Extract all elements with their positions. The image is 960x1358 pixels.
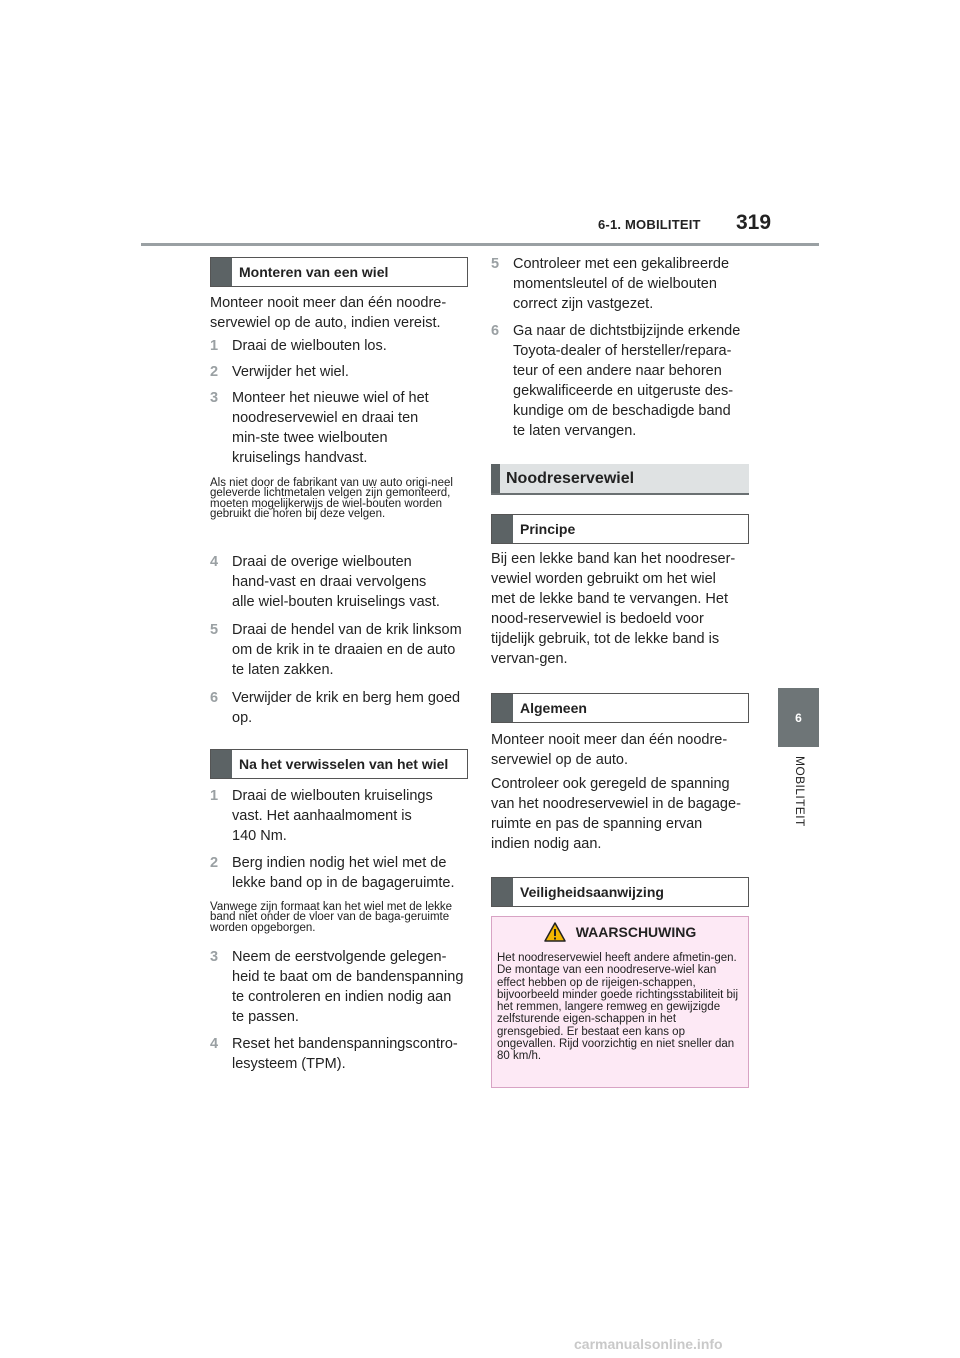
step-number: 2 — [210, 364, 219, 380]
step-number: 4 — [210, 554, 219, 570]
step — [210, 388, 455, 468]
chapter-label — [783, 756, 813, 836]
step-number: 5 — [491, 256, 500, 272]
step-number: 5 — [210, 622, 219, 638]
step-text: Ga naar de dichtstbijzijnde erkende Toyota-dealer of hersteller/repara-teur of een andere naar behoren gekwalificeerde en uitgeruste des-kundige om de beschadigde band te laten vervangen. — [513, 323, 741, 439]
heading-bar — [492, 694, 513, 722]
heading-text: Monteren van een wiel — [239, 264, 389, 280]
step-number: 1 — [210, 788, 219, 804]
step-number: 1 — [210, 338, 219, 354]
chapter-label-text: MOBILITEIT — [793, 756, 807, 827]
step-text: Controleer met een gekalibreerde momentsleutel of de wielbouten correct zijn vastgezet. — [513, 256, 730, 312]
step — [210, 1034, 458, 1074]
heading-algemeen — [491, 693, 749, 723]
step-text: Verwijder het wiel. — [232, 364, 349, 380]
step — [210, 336, 455, 356]
warning-triangle-icon — [544, 922, 566, 942]
step — [210, 688, 461, 728]
step-text: Neem de eerstvolgende gelegen-heid te baat om de bandenspanning te controleren en indien nodig aan te passen. — [232, 949, 464, 1025]
heading-bar — [491, 464, 500, 493]
step-number: 6 — [491, 323, 500, 339]
step-text: Draai de wielbouten kruiselings vast. Het aanhaalmoment is 140 Nm. — [232, 788, 433, 844]
step-text: Monteer het nieuwe wiel of het noodreservewiel en draai ten min-ste twee wielbouten kruiselings handvast. — [232, 390, 429, 466]
warning-title: WAARSCHUWING — [575, 924, 697, 940]
heading-principe — [491, 514, 749, 544]
step — [210, 620, 462, 680]
step-text: Reset het bandenspanningscontro-lesysteem (TPM). — [232, 1036, 458, 1072]
warning-text: Het noodreservewiel heeft andere afmetin-gen. De montage van een noodreserve-wiel kan effect hebben op de rijeigen-schappen, bijvoorbeeld minder goede richtingsstabiliteit bij het remmen, langere remweg en gewijzigde zelfsturende eigen-schappen in het grensgebied. Er bestaat een kans op ongevallen. Rijd voorzichtig en niet sneller dan 80 km/h. — [497, 952, 738, 1063]
heading-bar — [211, 750, 232, 778]
step-text: Verwijder de krik en berg hem goed op. — [232, 690, 461, 726]
page-number: 319 — [736, 211, 772, 234]
step — [210, 853, 455, 893]
step-text: Draai de hendel van de krik linksom om de krik in te draaien en de auto te laten zakken. — [232, 622, 462, 678]
note-text: Vanwege zijn formaat kan het wiel met de lekke band niet onder de vloer van de baga-geruimte worden opgeborgen. — [210, 901, 453, 934]
chapter-tab — [778, 688, 819, 747]
step — [491, 321, 741, 441]
principe-paragraph: Bij een lekke band kan het noodreser-vewiel worden gebruikt om het wiel met de lekke band te vervangen. Het nood-reservewiel is bedoeld voor tijdelijk gebruik, tot de lekke band is vervan-gen. — [491, 551, 736, 667]
heading-veiligheid — [491, 877, 749, 907]
step-text: Draai de wielbouten los. — [232, 338, 387, 354]
step-number: 6 — [210, 690, 219, 706]
step-text: Berg indien nodig het wiel met de lekke band op in de bagageruimte. — [232, 855, 455, 891]
section-title: 6-1. MOBILITEIT — [598, 217, 701, 232]
step-number: 3 — [210, 949, 219, 965]
warning-header — [492, 917, 748, 947]
algemeen-paragraph-1: Monteer nooit meer dan één noodre-servewiel op de auto. — [491, 732, 728, 768]
step — [210, 947, 464, 1027]
heading-bar — [492, 515, 513, 543]
step-text: Draai de overige wielbouten hand-vast en draai vervolgens alle wiel-bouten kruiselings vast. — [232, 554, 440, 610]
heading-noodreservewiel — [491, 464, 749, 495]
intro-paragraph: Monteer nooit meer dan één noodre-servewiel op de auto, indien vereist. — [210, 295, 447, 331]
step-number: 3 — [210, 390, 219, 406]
heading-bar — [492, 878, 513, 906]
heading-monteren — [210, 257, 468, 287]
step — [210, 552, 455, 612]
step — [210, 362, 455, 382]
step-number: 2 — [210, 855, 219, 871]
step — [210, 786, 455, 846]
step — [491, 254, 741, 314]
algemeen-paragraph-2: Controleer ook geregeld de spanning van het noodreservewiel in de bagage-ruimte en pas de spanning ervan indien nodig aan. — [491, 776, 741, 852]
header-rule — [141, 243, 819, 246]
warning-box — [491, 916, 749, 1088]
heading-text: Veiligheidsaanwijzing — [520, 884, 664, 900]
step-number: 4 — [210, 1036, 219, 1052]
heading-text: Na het verwisselen van het wiel — [239, 756, 449, 772]
heading-text: Principe — [520, 521, 576, 537]
heading-text: Noodreservewiel — [506, 469, 635, 487]
heading-na-verwisselen — [210, 749, 468, 779]
heading-text: Algemeen — [520, 700, 587, 716]
watermark: carmanualsonline.info — [574, 1336, 723, 1352]
note-text: Als niet door de fabrikant van uw auto origi-neel geleverde lichtmetalen velgen zijn gemonteerd, moeten mogelijkerwijs de wiel-bouten worden gebruikt die horen bij deze velgen. — [210, 477, 453, 521]
heading-bar — [211, 258, 232, 286]
chapter-number: 6 — [795, 710, 802, 725]
